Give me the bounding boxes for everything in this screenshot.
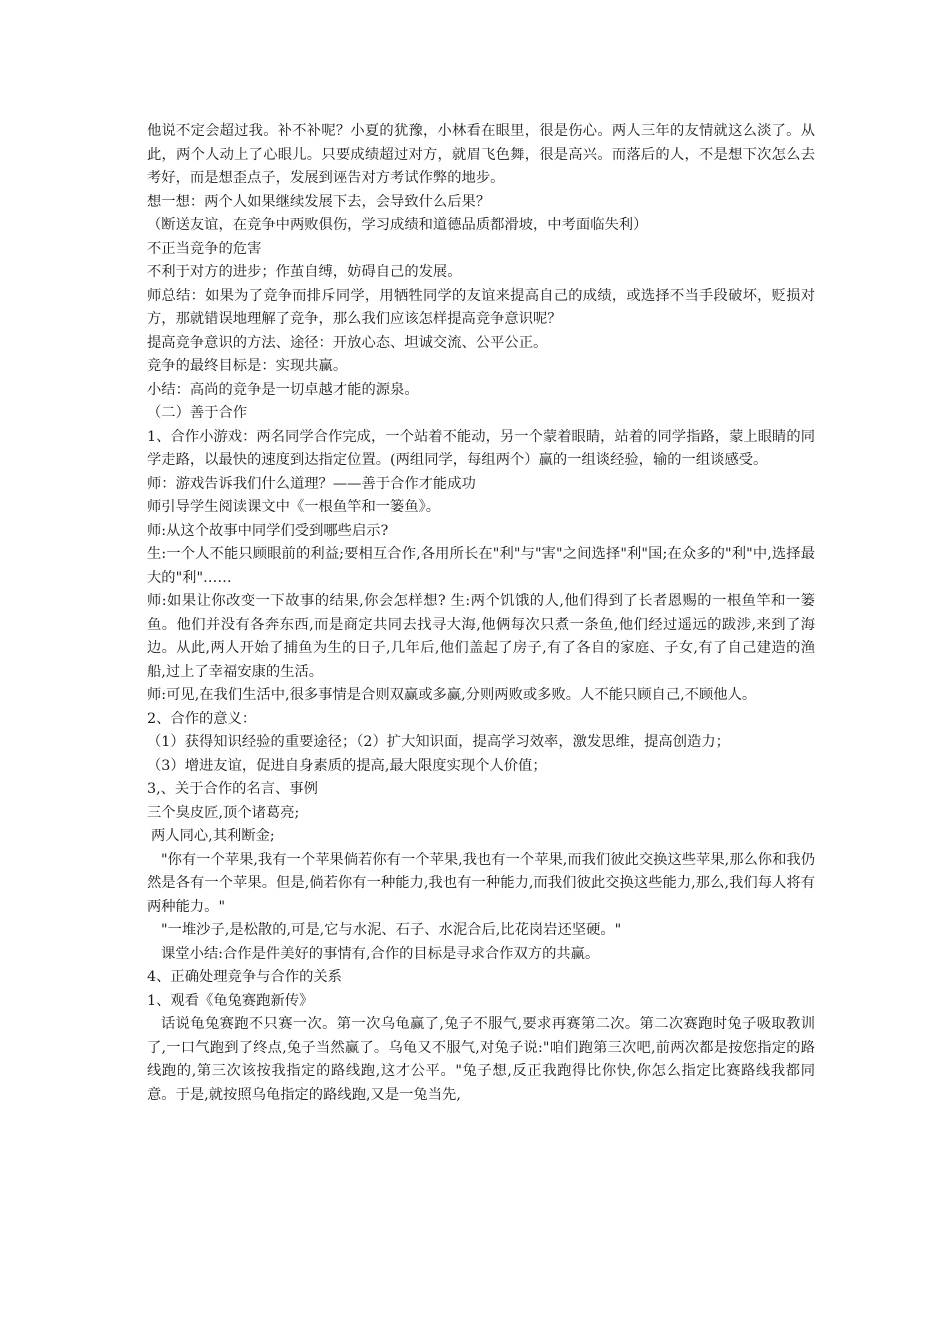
paragraph-teacher-conclusion: 师:可见,在我们生活中,很多事情是合则双赢或多赢,分则两败或多败。人不能只顾自己,不顾他人。 (147, 687, 757, 703)
paragraph-summary: 小结：高尚的竞争是一切卓越才能的源泉。 (147, 381, 419, 398)
paragraph-watch: 1、观看《龟兔赛跑新传》 (147, 992, 314, 1009)
paragraph-reading-guide: 师引导学生阅读课文中《一根鱼竿和一篓鱼》。 (147, 499, 441, 515)
paragraph-race-story: 话说龟兔赛跑不只赛一次。第一次乌龟赢了,兔子不服气,要求再赛第二次。第二次赛跑时兔子吸取教训了,一口气跑到了终点,兔子当然赢了。乌龟又不服气,对兔子说:"咱们跑第三次吧,前两次都是按您指定的路线跑的,第三次该按我指定的路线跑,这才公平。"兔子想,反正我跑得比你快,你怎么指定比赛路线我都同意。于是,就按照乌龟指定的路线跑,又是一兔当先, (147, 1016, 815, 1103)
paragraph-game-lesson: 师：游戏告诉我们什么道理？——善于合作才能成功 (147, 475, 476, 492)
paragraph-quote-apple: "你有一个苹果,我有一个苹果倘若你有一个苹果,我也有一个苹果,而我们彼此交换这些苹果,那么你和我仍然是各有一个苹果。但是,倘若你有一种能力,我也有一种能力,而我们彼此交换这些能力,那么,我们每人将有两种能力。" (147, 851, 815, 915)
document-page (147, 120, 815, 1107)
paragraph-meaning-3: （3）增进友谊，促进自身素质的提高,最大限度实现个人价值； (147, 757, 547, 774)
paragraph-heading-quotes: 3,、关于合作的名言、事例 (147, 781, 318, 797)
paragraph-quote-1: 三个臭皮匠,顶个诸葛亮; (147, 804, 300, 821)
paragraph-answer: （断送友谊，在竞争中两败俱伤，学习成绩和道德品质都滑坡，中考面临失利） (147, 217, 648, 233)
paragraph-teacher-summary: 师总结：如果为了竞争而排斥同学，用牺牲同学的友谊来提高自己的成绩，或选择不当手段破坏，贬损对方，那就错误地理解了竞争，那么我们应该怎样提高竞争意识呢？ (147, 287, 815, 327)
paragraph-final-goal: 竞争的最终目标是：实现共赢。 (147, 358, 348, 374)
paragraph-class-summary: 课堂小结:合作是件美好的事情有,合作的目标是寻求合作双方的共赢。 (161, 945, 600, 962)
paragraph-game: 1、合作小游戏：两名同学合作完成，一个站着不能动，另一个蒙着眼睛，站着的同学指路，蒙上眼睛的同学走路，以最快的速度到达指定位置。(两组同学，每组两个）赢的一组谈经验，输的一组谈感受。 (147, 428, 815, 468)
paragraph-methods: 提高竞争意识的方法、途径：开放心态、坦诚交流、公平公正。 (147, 334, 548, 351)
paragraph-story-continued: 他说不定会超过我。补不补呢？小夏的犹豫，小林看在眼里，很是伤心。两人三年的友情就这么淡了。从此，两个人动上了心眼儿。只要成绩超过对方，就眉飞色舞，很是高兴。而落后的人，不是想下次怎么去考好，而是想歪点子，发展到诬告对方考试作弊的地步。 (147, 123, 815, 186)
section-heading-cooperation: （二）善于合作 (147, 405, 248, 421)
paragraph-story-change: 师:如果让你改变一下故事的结果,你会怎样想? 生:两个饥饿的人,他们得到了长者恩赐的一根鱼竿和一篓鱼。他们并没有各奔东西,而是商定共同去找寻大海,他俩每次只煮一条鱼,他们经过遥远的跋涉,来到了海边。从此,两人开始了捕鱼为生的日子,几年后,他们盖起了房子,有了各自的家庭、子女,有了自己建造的渔船,过上了幸福安康的生活。 (147, 593, 815, 680)
paragraph-quote-2: 两人同心,其利断金; (151, 828, 275, 844)
paragraph-heading-relation: 4、正确处理竞争与合作的关系 (147, 969, 342, 985)
paragraph-quote-sand: "一堆沙子,是松散的,可是,它与水泥、石子、水泥合后,比花岗岩还坚硬。" (161, 922, 622, 938)
paragraph-meaning-1-2: （1）获得知识经验的重要途径；（2）扩大知识面，提高学习效率，激发思维，提高创造力； (147, 734, 730, 750)
paragraph-teacher-question: 师:从这个故事中同学们受到哪些启示? (147, 522, 389, 539)
paragraph-heading-meaning: 2、合作的意义： (147, 710, 257, 727)
paragraph-heading-harm: 不正当竞争的危害 (147, 240, 262, 257)
paragraph-harm-detail: 不利于对方的进步；作茧自缚，妨碍自己的发展。 (147, 264, 462, 280)
paragraph-student-answer: 生:一个人不能只顾眼前的利益;要相互合作,各用所长在"利"与"害"之间选择"利"国;在众多的"利"中,选择最大的"利"…… (147, 546, 815, 586)
paragraph-think-question: 想一想：两个人如果继续发展下去，会导致什么后果？ (147, 193, 491, 210)
